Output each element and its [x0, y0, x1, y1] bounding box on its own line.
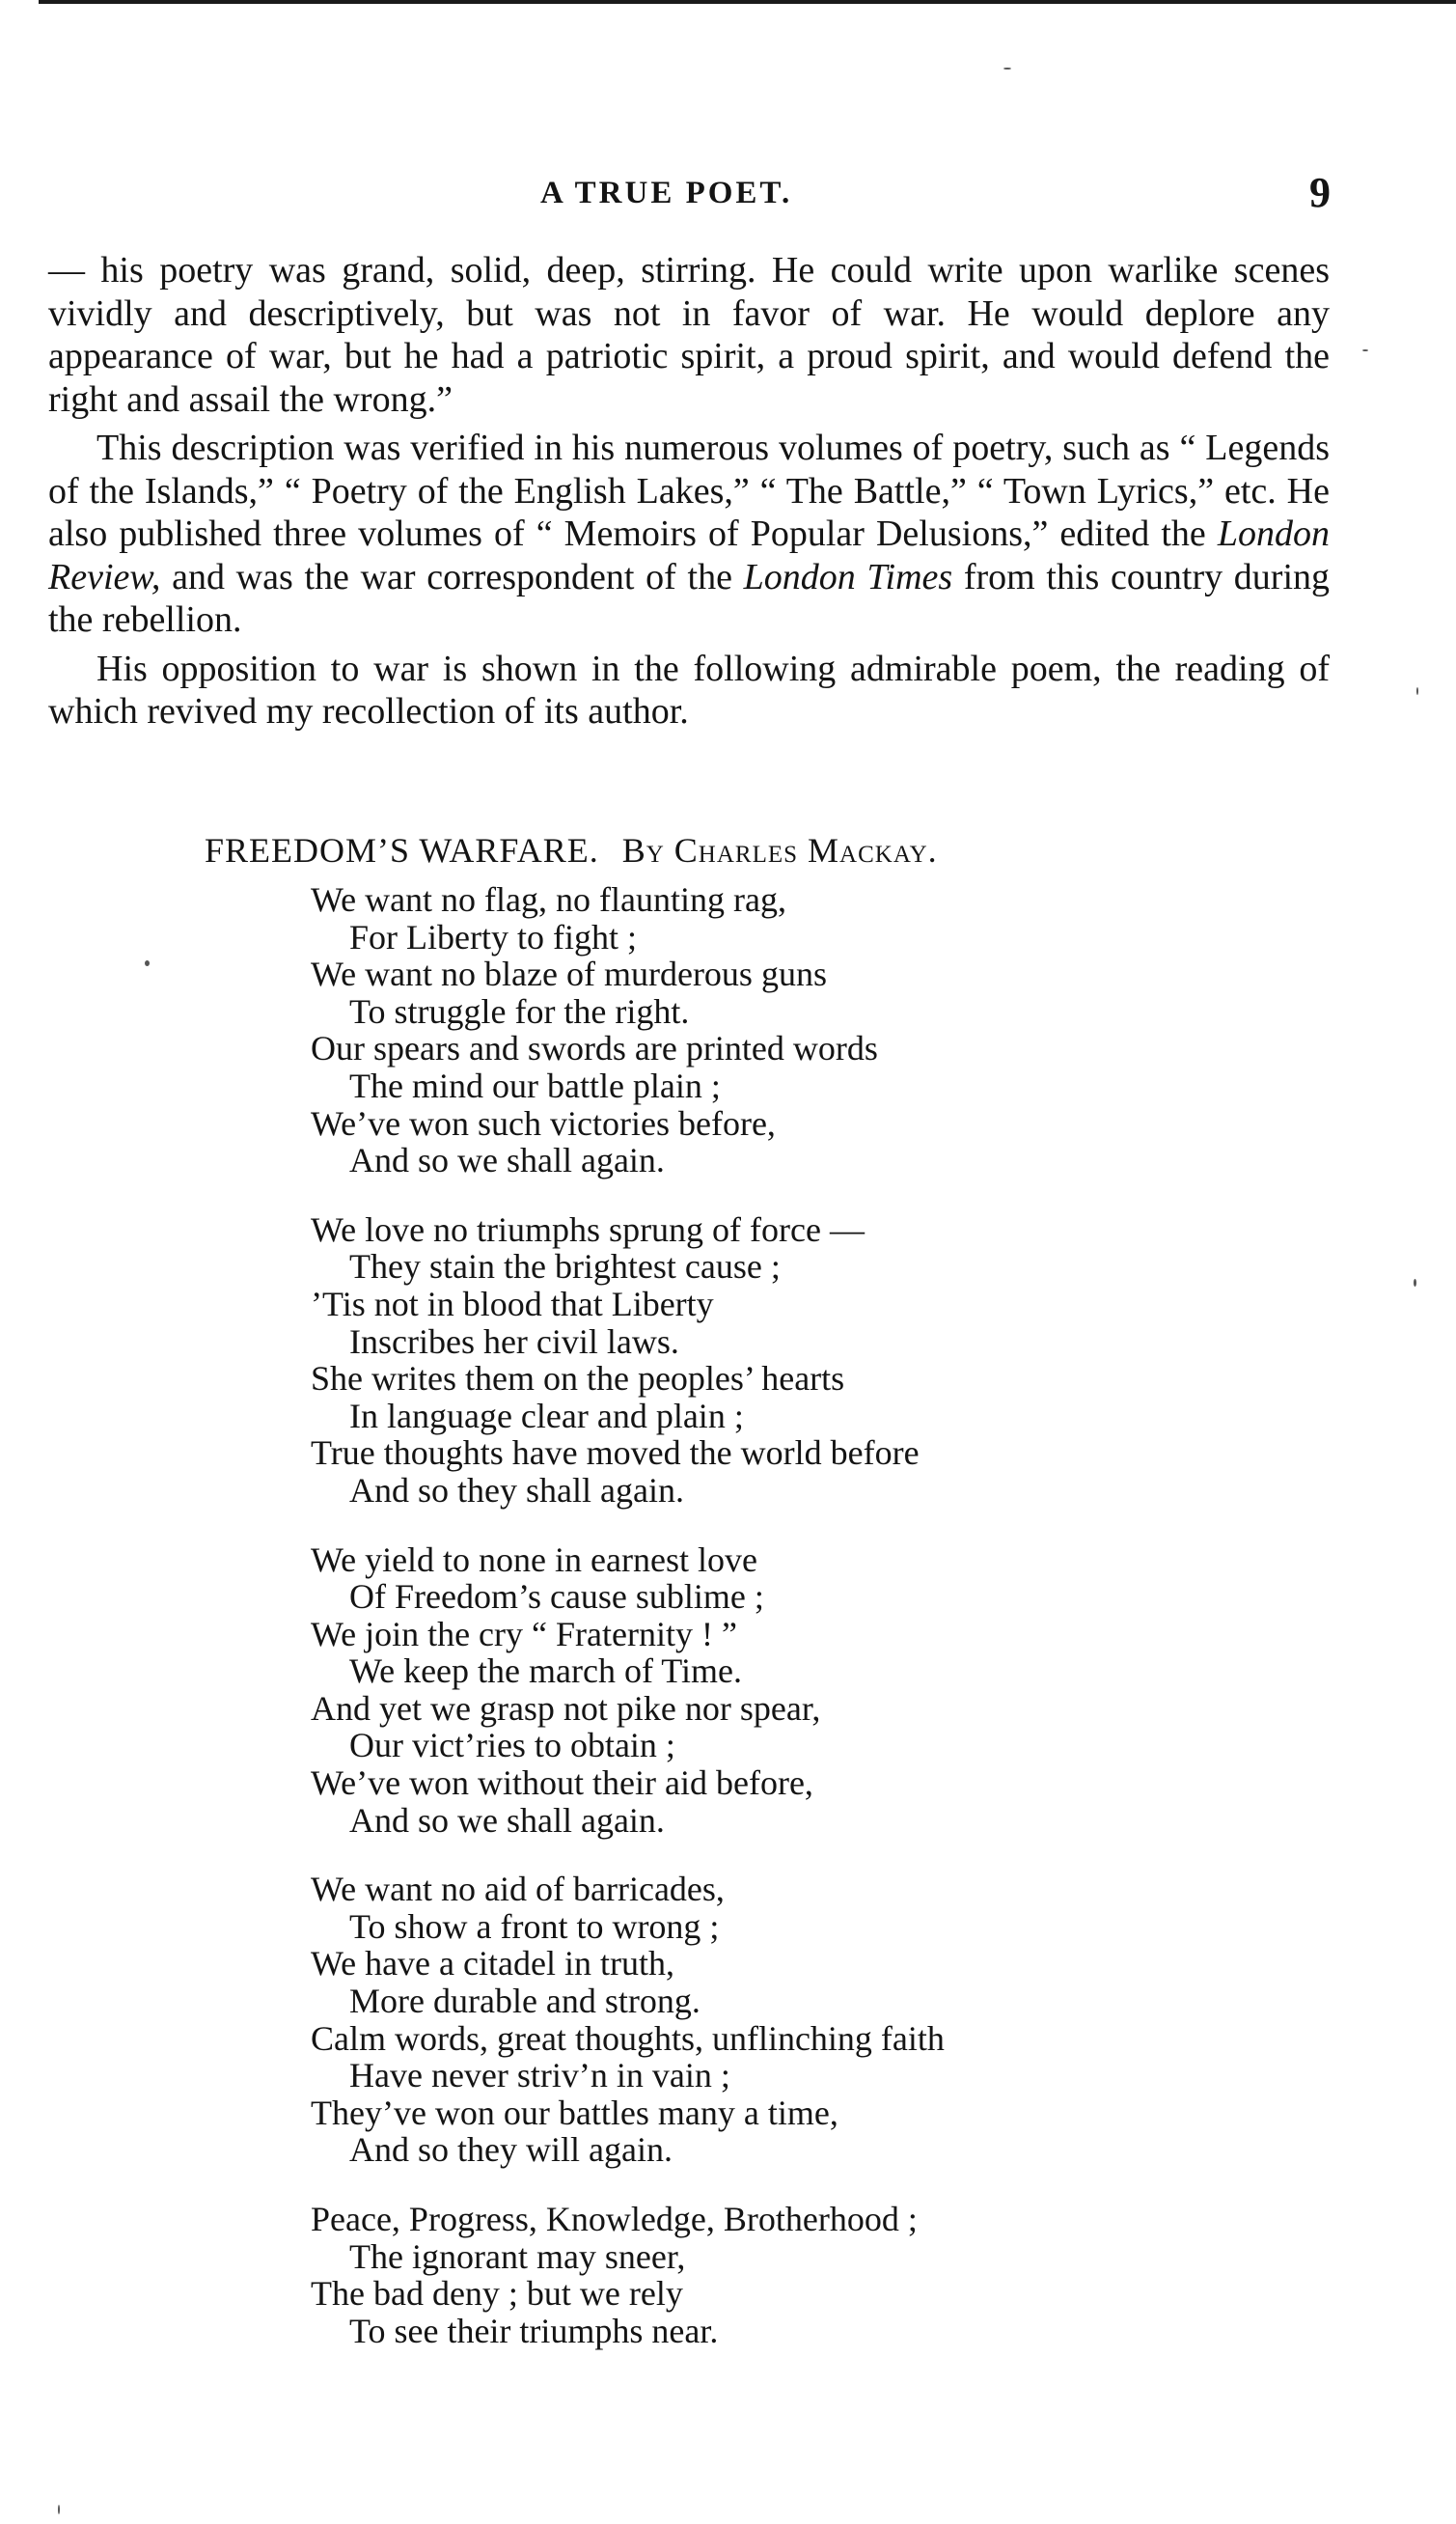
poem-body — [311, 881, 1179, 2381]
ink-speck — [58, 2505, 60, 2514]
italic-london-review: London Review, — [48, 513, 1330, 597]
poem-line: We want no aid of barricades, — [311, 1870, 725, 1909]
poem-title: FREEDOM’S WARFARE. — [205, 831, 599, 870]
stanza-3 — [311, 1541, 1179, 1840]
running-head — [0, 169, 1456, 224]
poem-line: And so they will again. — [349, 2130, 673, 2170]
poem-line: And so they shall again. — [349, 1470, 684, 1510]
poem-line: Of Freedom’s cause sublime ; — [349, 1577, 764, 1617]
poem-line: We’ve won such victories before, — [311, 1103, 776, 1143]
poem-line: For Liberty to fight ; — [349, 917, 637, 957]
prose-body — [48, 249, 1330, 739]
poem-line: The mind our battle plain ; — [349, 1066, 721, 1105]
poem-line: To see their triumphs near. — [349, 2311, 719, 2350]
stanza-2 — [311, 1211, 1179, 1510]
paragraph-continuation: — his poetry was grand, solid, deep, stirring. He could write upon warlike scenes vividly and descriptively, but was not in favor of war. He would deplore any appearance of war, but he had a patriotic spirit, a proud spirit, and would defend the right and assail the wrong.” — [48, 250, 1330, 420]
poem-line: We join the cry “ Fraternity ! ” — [311, 1614, 737, 1653]
poem-line: We yield to none in earnest love — [311, 1539, 757, 1579]
poem-line: Have never striv’n in vain ; — [349, 2056, 730, 2095]
poem-line: They’ve won our battles many a time, — [311, 2093, 838, 2132]
poem-line: Peace, Progress, Knowledge, Brotherhood ; — [311, 2200, 918, 2238]
ink-speck — [1416, 687, 1418, 695]
paragraph-description-text-2: and was the war correspondent of the — [160, 556, 744, 597]
ink-speck — [145, 960, 150, 966]
poem-line: ’Tis not in blood that Liberty — [311, 1284, 714, 1323]
poem-line: The bad deny ; but we rely — [311, 2274, 683, 2314]
poem-line: The ignorant may sneer, — [349, 2236, 686, 2276]
poem-line: Inscribes her civil laws. — [349, 1321, 679, 1361]
poem-line: We want no flag, no flaunting rag, — [311, 880, 786, 919]
poem-line: And so we shall again. — [349, 1800, 665, 1840]
poem-line: To struggle for the right. — [349, 991, 690, 1031]
stanza-4 — [311, 1871, 1179, 2169]
poem-line: We keep the march of Time. — [349, 1651, 743, 1691]
poem-line: She writes them on the peoples’ hearts — [311, 1359, 845, 1399]
paragraph-description-text-1: This description was verified in his numerous volumes of poetry, such as “ Legends of the Islands,” “ Poetry of the English Lakes,” “ The Battle,” “ Town Lyrics,” etc. He also published three volumes of “ Memoirs of Popular Delusions,” edited the — [48, 428, 1330, 554]
poem-line: True thoughts have moved the world before — [311, 1433, 920, 1473]
paragraph-introduction: His opposition to war is shown in the following admirable poem, the reading of which revived my recollection of its author. — [48, 648, 1330, 732]
poem-line: And yet we grasp not pike nor spear, — [311, 1688, 821, 1728]
poem-line: To show a front to wrong ; — [349, 1906, 720, 1946]
poem-line: More durable and strong. — [349, 1982, 701, 2021]
ink-speck — [1362, 349, 1368, 351]
poem-line: Our spears and swords are printed words — [311, 1029, 878, 1068]
paragraph-description — [48, 427, 1330, 642]
page-number: 9 — [1309, 169, 1331, 216]
stanza-5 — [311, 2201, 1179, 2349]
poem-line: They stain the brightest cause ; — [349, 1247, 781, 1287]
top-border-rule — [39, 0, 1456, 4]
paragraph-description-text-3: from this country during the rebellion. — [48, 556, 1331, 640]
poem-line: Calm words, great thoughts, unflinching faith — [311, 2018, 945, 2058]
poem-line: Our vict’ries to obtain ; — [349, 1726, 675, 1765]
poem-line: In language clear and plain ; — [349, 1396, 744, 1435]
running-title: A TRUE POET. — [540, 176, 793, 210]
poem-byline: By Charles Mackay. — [621, 831, 938, 870]
poem-line: And so we shall again. — [349, 1141, 665, 1180]
italic-london-times: London Times — [743, 556, 953, 597]
poem-line: We love no triumphs sprung of force — — [311, 1209, 865, 1249]
poem-line: We’ve won without their aid before, — [311, 1763, 813, 1803]
poem-heading — [205, 830, 1266, 871]
poem-line: We want no blaze of murderous guns — [311, 955, 827, 994]
ink-speck — [1003, 68, 1011, 69]
stanza-1 — [311, 881, 1179, 1179]
ink-speck — [1414, 1279, 1416, 1287]
poem-line: We have a citadel in truth, — [311, 1944, 674, 1983]
